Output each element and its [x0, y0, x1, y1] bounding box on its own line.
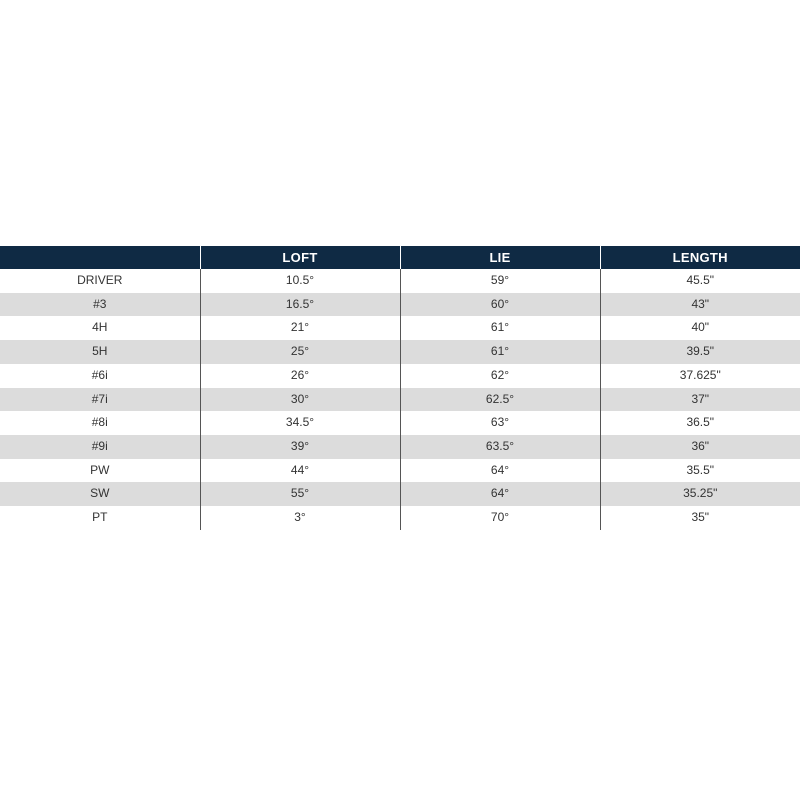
lie-cell: 64°: [400, 482, 600, 506]
lie-cell: 63°: [400, 411, 600, 435]
length-cell: 36": [600, 435, 800, 459]
table-row: [0, 316, 800, 340]
header-club: [0, 246, 200, 269]
club-cell: #6i: [91, 367, 108, 382]
length-cell: 36.5": [600, 411, 800, 435]
loft-cell: 16.5°: [200, 293, 400, 317]
lie-cell: 64°: [400, 459, 600, 483]
loft-cell: 39°: [200, 435, 400, 459]
length-cell: 39.5": [600, 340, 800, 364]
club-cell: #7i: [91, 391, 108, 406]
length-cell: 35.25": [600, 482, 800, 506]
loft-cell: 34.5°: [200, 411, 400, 435]
header-lie: LIE: [400, 246, 600, 269]
lie-cell: 59°: [400, 269, 600, 293]
loft-cell: 3°: [200, 506, 400, 530]
lie-cell: 61°: [400, 316, 600, 340]
table-row: [0, 411, 800, 435]
length-cell: 37": [600, 388, 800, 412]
table-row: [0, 269, 800, 293]
table-row: [0, 459, 800, 483]
header-loft: LOFT: [200, 246, 400, 269]
header-row: [0, 246, 800, 269]
loft-cell: 21°: [200, 316, 400, 340]
club-cell: #9i: [91, 438, 108, 453]
loft-cell: 25°: [200, 340, 400, 364]
loft-cell: 55°: [200, 482, 400, 506]
length-cell: 45.5": [600, 269, 800, 293]
lie-cell: 60°: [400, 293, 600, 317]
table-row: [0, 340, 800, 364]
table-row: [0, 435, 800, 459]
club-spec-table: [0, 246, 800, 530]
club-cell: SW: [90, 486, 110, 501]
club-cell: PT: [92, 510, 108, 525]
club-cell: DRIVER: [77, 273, 123, 287]
loft-cell: 26°: [200, 364, 400, 388]
length-cell: 40": [600, 316, 800, 340]
loft-cell: 10.5°: [200, 269, 400, 293]
table-row: [0, 364, 800, 388]
length-cell: 35.5": [600, 459, 800, 483]
club-cell: 5H: [92, 344, 108, 359]
header-length: LENGTH: [600, 246, 800, 269]
table-row: [0, 293, 800, 317]
lie-cell: 63.5°: [400, 435, 600, 459]
club-cell: #3: [93, 296, 107, 311]
club-cell: PW: [90, 462, 110, 477]
table-row: [0, 482, 800, 506]
length-cell: 35": [600, 506, 800, 530]
lie-cell: 62°: [400, 364, 600, 388]
lie-cell: 61°: [400, 340, 600, 364]
table-row: [0, 506, 800, 530]
lie-cell: 62.5°: [400, 388, 600, 412]
lie-cell: 70°: [400, 506, 600, 530]
loft-cell: 30°: [200, 388, 400, 412]
table-row: [0, 388, 800, 412]
club-cell: 4H: [92, 320, 108, 335]
length-cell: 43": [600, 293, 800, 317]
loft-cell: 44°: [200, 459, 400, 483]
club-cell: #8i: [91, 415, 108, 430]
length-cell: 37.625": [600, 364, 800, 388]
